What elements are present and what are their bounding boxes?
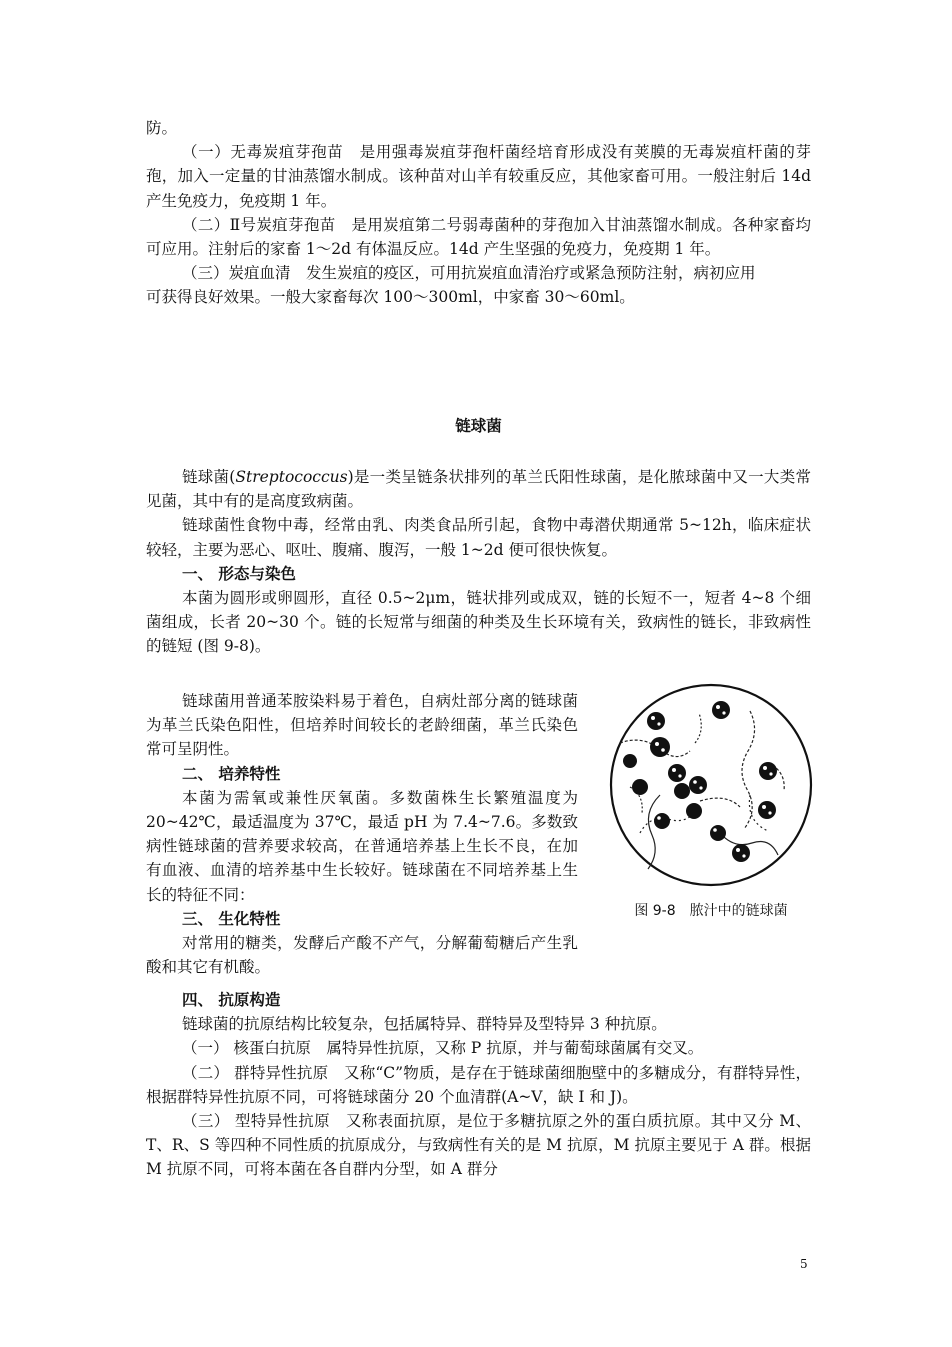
paragraph-antigen-1: （一） 核蛋白抗原 属特异性抗原，又称 P 抗原，并与葡萄球菌属有交叉。 — [182, 1039, 704, 1058]
antigen-block — [146, 988, 811, 1182]
paragraph-antigen-2: （二） 群特异性抗原 又称“C”物质，是存在于链球菌细胞壁中的多糖成分，有群特异性，根据群特异性抗原不同，可将链球菌分 20 个血清群(A~V，缺 I 和 J)。 — [146, 1063, 811, 1106]
paragraph-biochem: 对常用的糖类，发酵后产酸不产气，分解葡萄糖后产生乳酸和其它有机酸。 — [146, 934, 578, 977]
intro-block — [146, 465, 811, 659]
paragraph-fragment: 防。 — [146, 119, 178, 137]
paragraph-vaccine-1: （一）无毒炭疽芽孢苗 是用强毒炭疽芽孢杆菌经培育形成没有荚膜的无毒炭疽杆菌的芽孢，加入一定量的甘油蒸馏水制成。该种苗对山羊有较重反应，其他家畜可用。一般注射后 14d 产生免疫力，免疫期 1 年。 — [146, 143, 811, 210]
paragraph-staining: 链球菌用普通苯胺染料易于着色，自病灶部分离的链球菌为革兰氏染色阳性，但培养时间较长的老龄细菌，革兰氏染色常可呈阴性。 — [146, 692, 578, 759]
heading-culture: 二、 培养特性 — [182, 764, 281, 783]
paragraph-serum-cont: 可获得良好效果。一般大家畜每次 100～300ml，中家畜 30～60ml。 — [146, 288, 635, 307]
latin-name: Streptococcus — [235, 468, 348, 486]
page-number: 5 — [800, 1257, 808, 1271]
top-text-block — [146, 116, 811, 310]
heading-biochem: 三、 生化特性 — [182, 909, 281, 928]
paragraph-antigen: 链球菌的抗原结构比较复杂，包括属特异、群特异及型特异 3 种抗原。 — [182, 1015, 667, 1034]
figure-caption: 图 9-8 脓汁中的链球菌 — [634, 903, 788, 919]
paragraph-food-poisoning: 链球菌性食物中毒，经常由乳、肉类食品所引起，食物中毒潜伏期通常 5~12h，临床症状较轻，主要为恶心、呕吐、腹痛、腹泻，一般 1~2d 便可很快恢复。 — [146, 516, 811, 559]
intro-text-a: 链球菌( — [182, 468, 236, 486]
heading-antigen: 四、 抗原构造 — [182, 991, 281, 1009]
paragraph-intro — [146, 465, 811, 513]
figure-9-8 — [600, 683, 822, 923]
wrapped-text-block — [146, 689, 578, 979]
section-title: 链球菌 — [455, 417, 502, 435]
paragraph-vaccine-2: （二）Ⅱ号炭疽芽孢苗 是用炭疽第二号弱毒菌种的芽孢加入甘油蒸馏水制成。各种家畜均可应用。注射后的家畜 1～2d 有体温反应。14d 产生坚强的免疫力，免疫期 1 年。 — [146, 215, 811, 259]
section-title-block — [146, 414, 811, 438]
paragraph-serum: （三）炭疽血清 发生炭疽的疫区，可用抗炭疽血清治疗或紧急预防注射，病初应用 — [182, 264, 756, 283]
heading-morphology: 一、 形态与染色 — [182, 564, 296, 583]
paragraph-antigen-3: （三） 型特异性抗原 又称表面抗原，是位于多糖抗原之外的蛋白质抗原。其中又分 M、T、R、S 等四种不同性质的抗原成分，与致病性有关的是 M 抗原，M 抗原主要见于 A 群。根据 M 抗原不同，可将本菌在各自群内分型，如 A 群分 — [146, 1112, 811, 1179]
paragraph-morphology: 本菌为圆形或卵圆形，直径 0.5~2μm，链状排列或成双，链的长短不一，短者 4~8 个细菌组成，长者 20~30 个。链的长短常与细菌的种类及生长环境有关，致病性的链长，非致病性的链短 (图 9-8)。 — [146, 589, 811, 656]
streptococcus-illustration — [600, 683, 822, 893]
intro-text-b: )是一类呈链条状排列的革兰氏阳性球菌，是化脓球菌中又一大类常见菌，其中有的是高度致病菌。 — [146, 468, 811, 511]
paragraph-culture: 本菌为需氧或兼性厌氧菌。多数菌株生长繁殖温度为 20~42℃，最适温度为 37℃，最适 pH 为 7.4~7.6。多数致病性链球菌的营养要求较高，在普通培养基上生长不良，在加有血液、血清的培养基中生长较好。链球菌在不同培养基上生长的特征不同： — [146, 788, 578, 904]
